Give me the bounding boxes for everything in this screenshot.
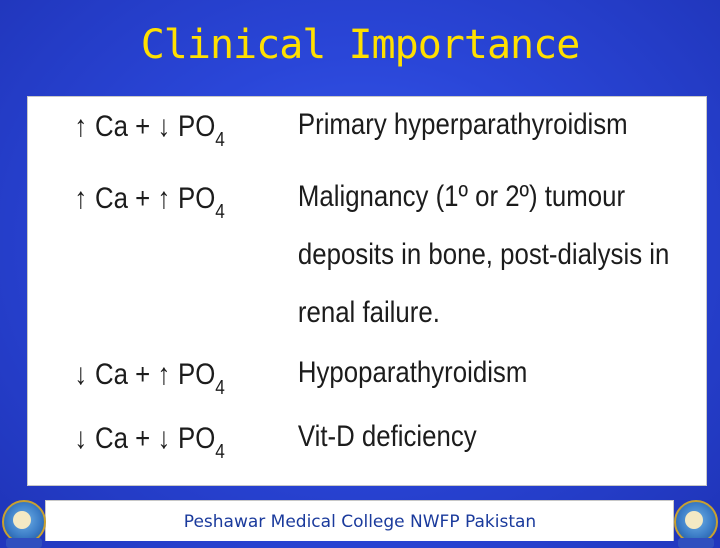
description: Primary hyperparathyroidism — [297, 108, 628, 141]
description: Hypoparathyroidism — [297, 356, 528, 389]
arrow-icon: ↑ — [157, 358, 171, 391]
arrow-icon: ↑ — [74, 110, 88, 143]
arrow-icon: ↓ — [157, 110, 171, 143]
arrow-icon: ↑ — [74, 182, 88, 215]
content-panel — [27, 96, 707, 486]
arrow-icon: ↑ — [157, 182, 171, 215]
college-seal-icon — [674, 500, 718, 544]
formula: ↓ Ca + ↑ $PO_4$ — [74, 358, 225, 399]
description: Vit-D deficiency — [297, 420, 477, 453]
slide-title: Clinical Importance — [140, 22, 580, 68]
arrow-icon: ↓ — [74, 358, 88, 391]
footer-text: Peshawar Medical College NWFP Pakistan — [183, 512, 537, 532]
seal-center — [13, 511, 31, 529]
formula: ↑ Ca + ↓ $PO_4$ — [74, 110, 225, 151]
college-seal-icon — [2, 500, 46, 544]
description: Malignancy (1º or 2º) tumour deposits in bone, post-dialysis in renal failure. — [297, 180, 670, 329]
formula: ↓ Ca + ↓ $PO_4$ — [74, 422, 225, 463]
formula: ↑ Ca + ↑ $PO_4$ — [74, 182, 225, 223]
seal-center — [685, 511, 703, 529]
arrow-icon: ↓ — [157, 422, 171, 455]
arrow-icon: ↓ — [74, 422, 88, 455]
